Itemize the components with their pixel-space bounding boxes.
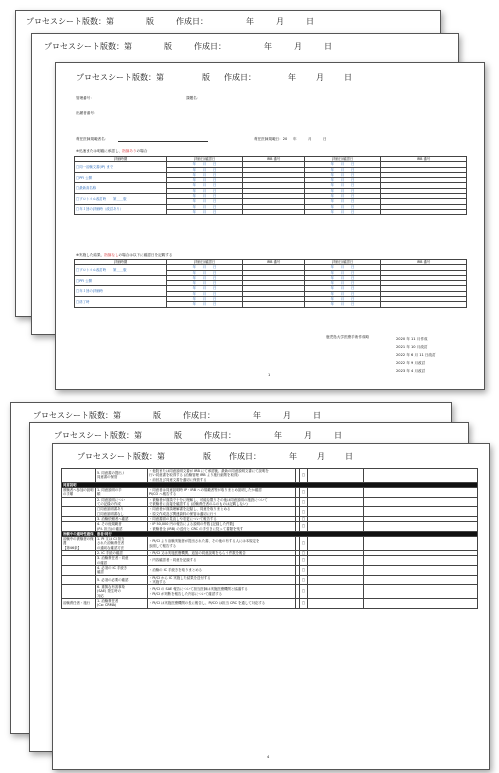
- mgmt-no-label: 管理番号：: [76, 96, 94, 100]
- responsible-label: 責任医師規範者名：: [76, 137, 109, 141]
- header-prefix: プロセスシート版数：第: [26, 17, 114, 26]
- header-year: 年: [289, 452, 297, 461]
- table-row: [62, 565, 478, 575]
- section2-title: ※実施した結果、指摘なしの場合は以下に確認日を記載する: [76, 253, 173, 257]
- note-cell: [364, 537, 478, 551]
- note-cell: [308, 556, 364, 566]
- checklist-cell: ・PI/CI は実施医療機関の長に報告し、PI/CO は担当 CRC を通して対応する: [148, 599, 296, 609]
- section-header: 治験中の適時性確保、患者/同行: [62, 531, 478, 536]
- row-event: □終了時: [75, 297, 167, 308]
- checklist-cell: ・同意者が面談理解書を記録し、同意を取りまとめる ・原文作成及び関連資料の保管は適切に行う: [148, 507, 296, 517]
- table-row: [62, 556, 478, 566]
- checklist-cell: 治験責任者・施行: [62, 599, 96, 609]
- header-created: 作成日：: [183, 411, 215, 420]
- note-cell: [364, 575, 478, 585]
- checkbox[interactable]: □: [300, 497, 308, 507]
- note-cell: [308, 522, 364, 532]
- sheet-page-4: [52, 443, 490, 770]
- row-event: □PFI 公開: [75, 275, 167, 286]
- resp-month: 月: [308, 137, 312, 141]
- row-event: □プロトコル改訂時 第＿＿版: [75, 265, 167, 276]
- header-month: 月: [317, 452, 325, 461]
- header-created: 作成日：: [194, 42, 226, 51]
- applicant-label: 出願者番号：: [76, 111, 98, 115]
- row-event: □PFI 公開: [75, 172, 167, 183]
- responsible-date-label: 責任医師規範日：20: [254, 137, 288, 141]
- header-created: 作成日：: [176, 17, 208, 26]
- header-year: 年: [246, 17, 254, 26]
- checklist-cell: ・被験者が面談で十分に理解し、可能な限りその他は同意説明の施設について で被験者に直接を確認する (治験責任者のみのものは記載しない): [148, 497, 296, 507]
- checklist-cell: 3. 治験責任者・同意 の確認: [96, 556, 148, 566]
- date-cell: 年 月 日: [167, 281, 243, 286]
- header-day: 日: [306, 17, 314, 26]
- checklist-cell: ・他院または同意説明文書が IRB にて承認後、最新の同意説明文書にて説明を 行い同意書を取得する (治験管理 IRB より施行細則を取得) ・前回及び同意文書を適切に保管する: [148, 469, 296, 483]
- checkbox[interactable]: □: [300, 565, 308, 575]
- irb-cell: [243, 209, 305, 214]
- page-number: 1: [268, 373, 271, 377]
- date-cell: 年 月 日: [167, 270, 243, 275]
- header-prefix: プロセスシート版数：第: [33, 411, 121, 420]
- table-row: [62, 469, 478, 483]
- sheet-header: [77, 451, 477, 463]
- date-cell: 年 月 日: [305, 275, 381, 280]
- date-cell: 年 月 日: [167, 188, 243, 193]
- checkbox[interactable]: □: [300, 599, 308, 609]
- checklist-cell: ・同意書面の見直しや変更について報告する: [148, 516, 296, 521]
- checklist-cell: [62, 507, 96, 517]
- header-month: 月: [276, 17, 284, 26]
- checklist-cell: ・PI/CI より治験実施者が提出された書、その他の有する人には本規定を 参照して報告する: [148, 537, 296, 551]
- checklist-table: [61, 468, 478, 609]
- table-row: [62, 537, 478, 551]
- revision-item: 2022 年 9 月改訂: [396, 361, 426, 365]
- col-event: 評価時期: [75, 260, 167, 265]
- header-month: 月: [316, 73, 324, 82]
- checklist-cell: 1. 同意説明の手 順: [96, 488, 148, 498]
- checkbox[interactable]: □: [300, 551, 308, 556]
- col-irb: IRB 番号: [381, 157, 467, 162]
- date-cell: 年 月 日: [305, 265, 381, 270]
- checkbox[interactable]: □: [300, 537, 308, 551]
- checklist-cell: ・PI/CI の SAE 報告について担当医師は実施医療機関と協議する ・PI/CI が判断を報告した内容について確認する: [148, 585, 296, 599]
- note-cell: [308, 469, 364, 483]
- row-event: □最新高名称: [75, 183, 167, 194]
- checkbox[interactable]: □: [300, 507, 308, 517]
- note-cell: [364, 522, 478, 532]
- sheet-header: [33, 410, 443, 422]
- table-row: [62, 585, 478, 599]
- header-year: 年: [253, 411, 261, 420]
- note-cell: [364, 507, 478, 517]
- checklist-cell: [62, 522, 96, 532]
- irb-cell: [243, 302, 305, 307]
- date-cell: 年 月 日: [167, 291, 243, 296]
- checklist-cell: [62, 565, 96, 575]
- date-cell: 年 月 日: [167, 265, 243, 270]
- checklist-cell: 6. 重篤な有害事象 (SAE) 発生時の 対応: [96, 585, 148, 599]
- checklist-cell: 2. IC 手続の確認: [96, 551, 148, 556]
- note-cell: [308, 488, 364, 498]
- date-cell: 年 月 日: [167, 204, 243, 209]
- header-prefix: プロセスシート版数：第: [76, 73, 164, 82]
- col-irb: IRB 番号: [243, 260, 305, 265]
- checklist-cell: 4. その他規範者 (P.I. 担当)の確認: [96, 522, 148, 532]
- checkbox[interactable]: □: [300, 522, 308, 532]
- note-cell: [308, 585, 364, 599]
- revision-item: 2021 年 10 月改訂: [396, 345, 428, 349]
- date-cell: 年 月 日: [305, 188, 381, 193]
- row-event: □年１回の評価時（改訂あり）: [75, 204, 167, 215]
- section1-title: ※迅速または明確に承認し、指摘ありの場合: [76, 149, 148, 153]
- row-event: □同一治験文書(IP) まで: [75, 162, 167, 173]
- date-cell: 年 月 日: [305, 291, 381, 296]
- header-year: 年: [264, 42, 272, 51]
- header-year: 年: [288, 73, 296, 82]
- header-day: 日: [313, 411, 321, 420]
- checklist-cell: 2. 同意説明につい ての記録の作成: [96, 497, 148, 507]
- note-cell: [308, 565, 364, 575]
- date-cell: 年 月 日: [167, 199, 243, 204]
- checklist-cell: 1. PI 又は CI 担当 された治験責任者 の適切な確認方法: [96, 537, 148, 551]
- note-cell: [364, 556, 478, 566]
- date-cell: 年 月 日: [305, 281, 381, 286]
- header-month: 月: [294, 42, 302, 51]
- date-cell: 年 月 日: [167, 162, 243, 167]
- date-cell: 年 月 日: [305, 204, 381, 209]
- header-year: 年: [274, 431, 282, 440]
- checklist-cell: 被験者へ参加の説明 の手順: [63, 488, 94, 497]
- revision-list: [396, 335, 436, 375]
- table-row: [62, 488, 478, 498]
- checklist-cell: 5. 同意書の提出 / 同意書の保管: [96, 469, 148, 483]
- date-cell: 年 月 日: [305, 167, 381, 172]
- header-edition: 版: [174, 431, 182, 440]
- date-cell: 年 月 日: [305, 162, 381, 167]
- date-cell: 年 月 日: [167, 297, 243, 302]
- footer-org: 鹿児島大学医療手術作成略: [326, 335, 370, 339]
- checklist-cell: [62, 497, 96, 507]
- header-created: 作成日：: [229, 452, 261, 461]
- date-cell: 年 月 日: [305, 302, 381, 307]
- table-row: [62, 599, 478, 609]
- date-cell: 年 月 日: [167, 286, 243, 291]
- header-prefix: プロセスシート版数：第: [77, 452, 165, 461]
- header-month: 月: [283, 411, 291, 420]
- date-cell: 年 月 日: [167, 178, 243, 183]
- header-month: 月: [304, 431, 312, 440]
- date-cell: 年 月 日: [305, 297, 381, 302]
- header-created: 作成日：: [224, 73, 256, 82]
- checklist-cell: ・内容確認者・同意を記録する: [148, 556, 296, 566]
- note-cell: [308, 575, 364, 585]
- col-date: 評価日/確認日: [167, 260, 243, 265]
- note-cell: [308, 497, 364, 507]
- table-row: [62, 522, 478, 532]
- section-header: 同意説明: [62, 482, 478, 487]
- checkbox[interactable]: □: [300, 575, 308, 585]
- header-day: 日: [324, 42, 332, 51]
- checklist-cell: ・IP 50,000 円の報告による説明の件数 [記録した件数] ・被験者全 (IRB) の送付と CRC の手引きに従って書類を残す: [148, 522, 296, 532]
- date-cell: 年 月 日: [305, 172, 381, 177]
- revision-item: 2020 年 11 月作成: [396, 337, 428, 341]
- col-irb: IRB 番号: [381, 260, 467, 265]
- note-cell: [364, 599, 478, 609]
- checkbox[interactable]: □: [300, 469, 308, 483]
- date-cell: 年 月 日: [167, 183, 243, 188]
- date-cell: 年 月 日: [305, 199, 381, 204]
- page-number: 4: [267, 755, 270, 759]
- col-date: 評価日/確認日: [167, 157, 243, 162]
- date-cell: 年 月 日: [167, 209, 243, 214]
- header-edition: 版: [203, 452, 211, 461]
- checklist-cell: 治験中の被験者の保 護 【第46条】: [63, 537, 94, 550]
- sheet-header: [54, 430, 454, 442]
- note-cell: [364, 488, 478, 498]
- date-cell: 年 月 日: [305, 183, 381, 188]
- checklist-cell: 5. 必須の必要の確認: [96, 575, 148, 585]
- irb-cell: [381, 302, 467, 307]
- header-edition: 版: [146, 17, 154, 26]
- sheet-header: [44, 41, 454, 53]
- revision-item: 2023 年 4 月改訂: [396, 369, 426, 373]
- checklist-cell: □同意説明書あり □同意説明書なし: [96, 507, 148, 517]
- checklist-cell: ・PI/CI 又は実施医療機関、追加の同意説明をもらう件数を報告: [148, 551, 296, 556]
- sheet-header: [26, 16, 436, 28]
- date-cell: 年 月 日: [305, 270, 381, 275]
- checkbox[interactable]: □: [300, 516, 308, 521]
- header-edition: 版: [202, 73, 210, 82]
- checkbox[interactable]: □: [300, 585, 308, 599]
- note-cell: [364, 497, 478, 507]
- revision-item: 2022 年 6 月 11 日改訂: [396, 353, 436, 357]
- date-cell: 年 月 日: [305, 194, 381, 199]
- date-cell: 年 月 日: [167, 167, 243, 172]
- date-cell: 年 月 日: [167, 302, 243, 307]
- date-cell: 年 月 日: [167, 275, 243, 280]
- note-cell: [308, 599, 364, 609]
- checkbox[interactable]: □: [300, 556, 308, 566]
- note-cell: [364, 469, 478, 483]
- checklist-cell: ・同意者は同意説明時 IP・IRB への規範者等が取りまとめ説明したか確認 PI/CO へ報告する: [148, 488, 296, 498]
- row-event: □プロトコル改訂時 第＿＿版: [75, 194, 167, 205]
- checkbox[interactable]: □: [300, 488, 308, 498]
- date-cell: 年 月 日: [305, 209, 381, 214]
- checklist-cell: 1. 治験責任者 (Co: CRMA): [96, 599, 148, 609]
- sheet-header: [76, 72, 476, 84]
- header-prefix: プロセスシート版数：第: [54, 431, 142, 440]
- checklist-cell: 4. 必須の IC 手続き 確認: [96, 565, 148, 575]
- header-prefix: プロセスシート版数：第: [44, 42, 132, 51]
- header-edition: 版: [153, 411, 161, 420]
- col-date: 評価日/確認日: [305, 157, 381, 162]
- date-cell: 年 月 日: [167, 172, 243, 177]
- resp-year: 年: [293, 137, 297, 141]
- checklist-cell: [62, 575, 96, 585]
- date-cell: 年 月 日: [167, 194, 243, 199]
- date-cell: 年 月 日: [305, 178, 381, 183]
- table-row: [62, 575, 478, 585]
- checklist-cell: [62, 469, 96, 483]
- col-date: 評価日/確認日: [305, 260, 381, 265]
- checklist-cell: 3. 治験依頼者へ確認: [96, 516, 148, 521]
- col-event: 評価時期: [75, 157, 167, 162]
- sheet-page-1: [55, 62, 485, 390]
- checklist-cell: ・PI/CI から IC 実施した結果を送付する ・実施する: [148, 575, 296, 585]
- checklist-cell: [62, 585, 96, 599]
- note-cell: [364, 565, 478, 575]
- col-irb: IRB 番号: [243, 157, 305, 162]
- section1-table: [74, 156, 467, 215]
- table-row: [62, 507, 478, 517]
- header-day: 日: [344, 73, 352, 82]
- header-edition: 版: [164, 42, 172, 51]
- date-cell: 年 月 日: [305, 286, 381, 291]
- header-day: 日: [334, 431, 342, 440]
- header-created: 作成日：: [204, 431, 236, 440]
- note-cell: [308, 507, 364, 517]
- section2-table: [74, 259, 467, 308]
- table-row: [62, 497, 478, 507]
- note-cell: [364, 585, 478, 599]
- resp-day: 日: [323, 137, 327, 141]
- study-no-label: 課題名：: [186, 96, 201, 100]
- header-day: 日: [345, 452, 353, 461]
- checklist-cell: ・治験の IC 手続きを取りまとめる: [148, 565, 296, 575]
- row-event: □年１回の評価時: [75, 286, 167, 297]
- checklist-cell: [62, 556, 96, 566]
- note-cell: [308, 537, 364, 551]
- irb-cell: [381, 209, 467, 214]
